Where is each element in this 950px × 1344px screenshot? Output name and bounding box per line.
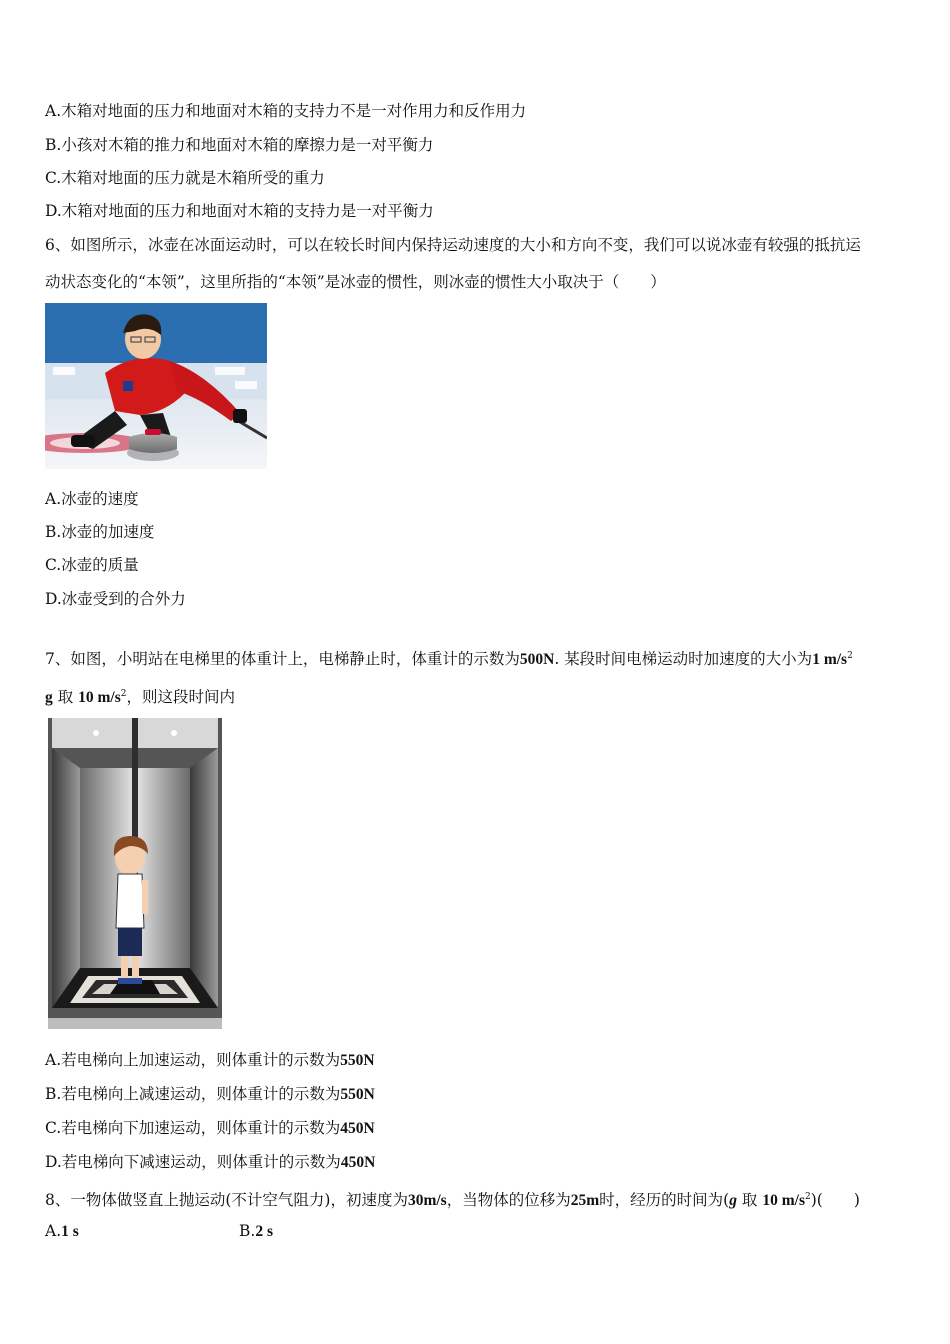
q8-stem-b: 30m/s bbox=[407, 1192, 447, 1209]
q7-option-b-text: B.若电梯向上减速运动，则体重计的示数为 bbox=[45, 1085, 341, 1103]
q6-stem-line1: 6、如图所示，冰壶在冰面运动时，可以在较长时间内保持运动速度的大小和方向不变，我们可以说冰壶有较强的抵抗运 bbox=[45, 236, 861, 254]
curling-photo bbox=[45, 303, 267, 469]
q5-option-c: C.木箱对地面的压力就是木箱所受的重力 bbox=[45, 169, 325, 187]
q7-stem-a: 7、如图，小明站在电梯里的体重计上，电梯静止时，体重计的示数为 bbox=[45, 650, 520, 668]
q7-option-b bbox=[45, 1084, 375, 1105]
q7-line2-a: g bbox=[45, 689, 53, 706]
q7-stem-b: 500N bbox=[519, 651, 555, 668]
q7-stem-sup: 2 bbox=[847, 651, 853, 661]
q8-stem-g: g bbox=[729, 1192, 737, 1209]
q7-stem-d: 1 m/s bbox=[812, 651, 848, 668]
q8-option-a-value: 1 s bbox=[61, 1223, 79, 1240]
q7-option-d-value: 450N bbox=[340, 1154, 376, 1171]
q7-option-d-text: D.若电梯向下减速运动，则体重计的示数为 bbox=[45, 1153, 341, 1171]
q6-option-d: D.冰壶受到的合外力 bbox=[45, 590, 186, 608]
q7-line2-c: 10 m/s bbox=[78, 689, 121, 706]
q7-option-b-value: 550N bbox=[340, 1086, 375, 1103]
q8-stem-d: 25m bbox=[570, 1192, 600, 1209]
q8-stem bbox=[45, 1187, 860, 1211]
q6-option-a: A.冰壶的速度 bbox=[45, 490, 139, 508]
q8-option-b-label: B. bbox=[239, 1222, 256, 1240]
q8-option-a-label: A. bbox=[45, 1222, 62, 1240]
q6-option-c: C.冰壶的质量 bbox=[45, 556, 139, 574]
q8-option-b bbox=[239, 1221, 273, 1242]
q7-option-a-text: A.若电梯向上加速运动，则体重计的示数为 bbox=[45, 1051, 341, 1069]
q7-option-c-value: 450N bbox=[340, 1120, 375, 1137]
q8-option-a bbox=[45, 1221, 79, 1242]
q7-option-a-value: 550N bbox=[340, 1052, 375, 1069]
q7-line2-d: ，则这段时间内 bbox=[126, 688, 236, 706]
q8-stem-i: )( ) bbox=[810, 1191, 860, 1209]
q7-option-c-text: C.若电梯向下加速运动，则体重计的示数为 bbox=[45, 1119, 341, 1137]
q5-option-a: A.木箱对地面的压力和地面对木箱的支持力不是一对作用力和反作用力 bbox=[45, 102, 527, 120]
q8-stem-c: ，当物体的位移为 bbox=[446, 1191, 571, 1209]
q5-option-b: B.小孩对木箱的推力和地面对木箱的摩擦力是一对平衡力 bbox=[45, 136, 434, 154]
q6-stem-line2: 动状态变化的“本领”，这里所指的“本领”是冰壶的惯性，则冰壶的惯性大小取决于（ ） bbox=[45, 273, 666, 291]
q7-option-c bbox=[45, 1118, 375, 1139]
q8-option-b-value: 2 s bbox=[255, 1223, 273, 1240]
q7-stem-line2 bbox=[45, 684, 235, 708]
q8-stem-h: 10 m/s bbox=[762, 1192, 805, 1209]
q7-stem-line1 bbox=[45, 646, 853, 670]
q8-stem-sup: 2 bbox=[804, 1192, 811, 1202]
q7-option-a bbox=[45, 1050, 375, 1071]
q7-line2-sup: 2 bbox=[120, 689, 127, 699]
q6-option-b: B.冰壶的加速度 bbox=[45, 523, 155, 541]
q7-line2-b: 取 bbox=[57, 688, 74, 706]
q7-option-d bbox=[45, 1152, 375, 1173]
q7-stem-c: . 某段时间电梯运动时加速度的大小为 bbox=[554, 650, 813, 668]
q8-stem-a: 8、一物体做竖直上抛运动(不计空气阻力)，初速度为 bbox=[45, 1191, 408, 1209]
elevator-illustration bbox=[48, 718, 222, 1029]
q5-option-d: D.木箱对地面的压力和地面对木箱的支持力是一对平衡力 bbox=[45, 202, 434, 220]
q8-stem-f: 取 bbox=[741, 1191, 758, 1209]
q8-stem-e: 时，经历的时间为( bbox=[599, 1191, 730, 1209]
